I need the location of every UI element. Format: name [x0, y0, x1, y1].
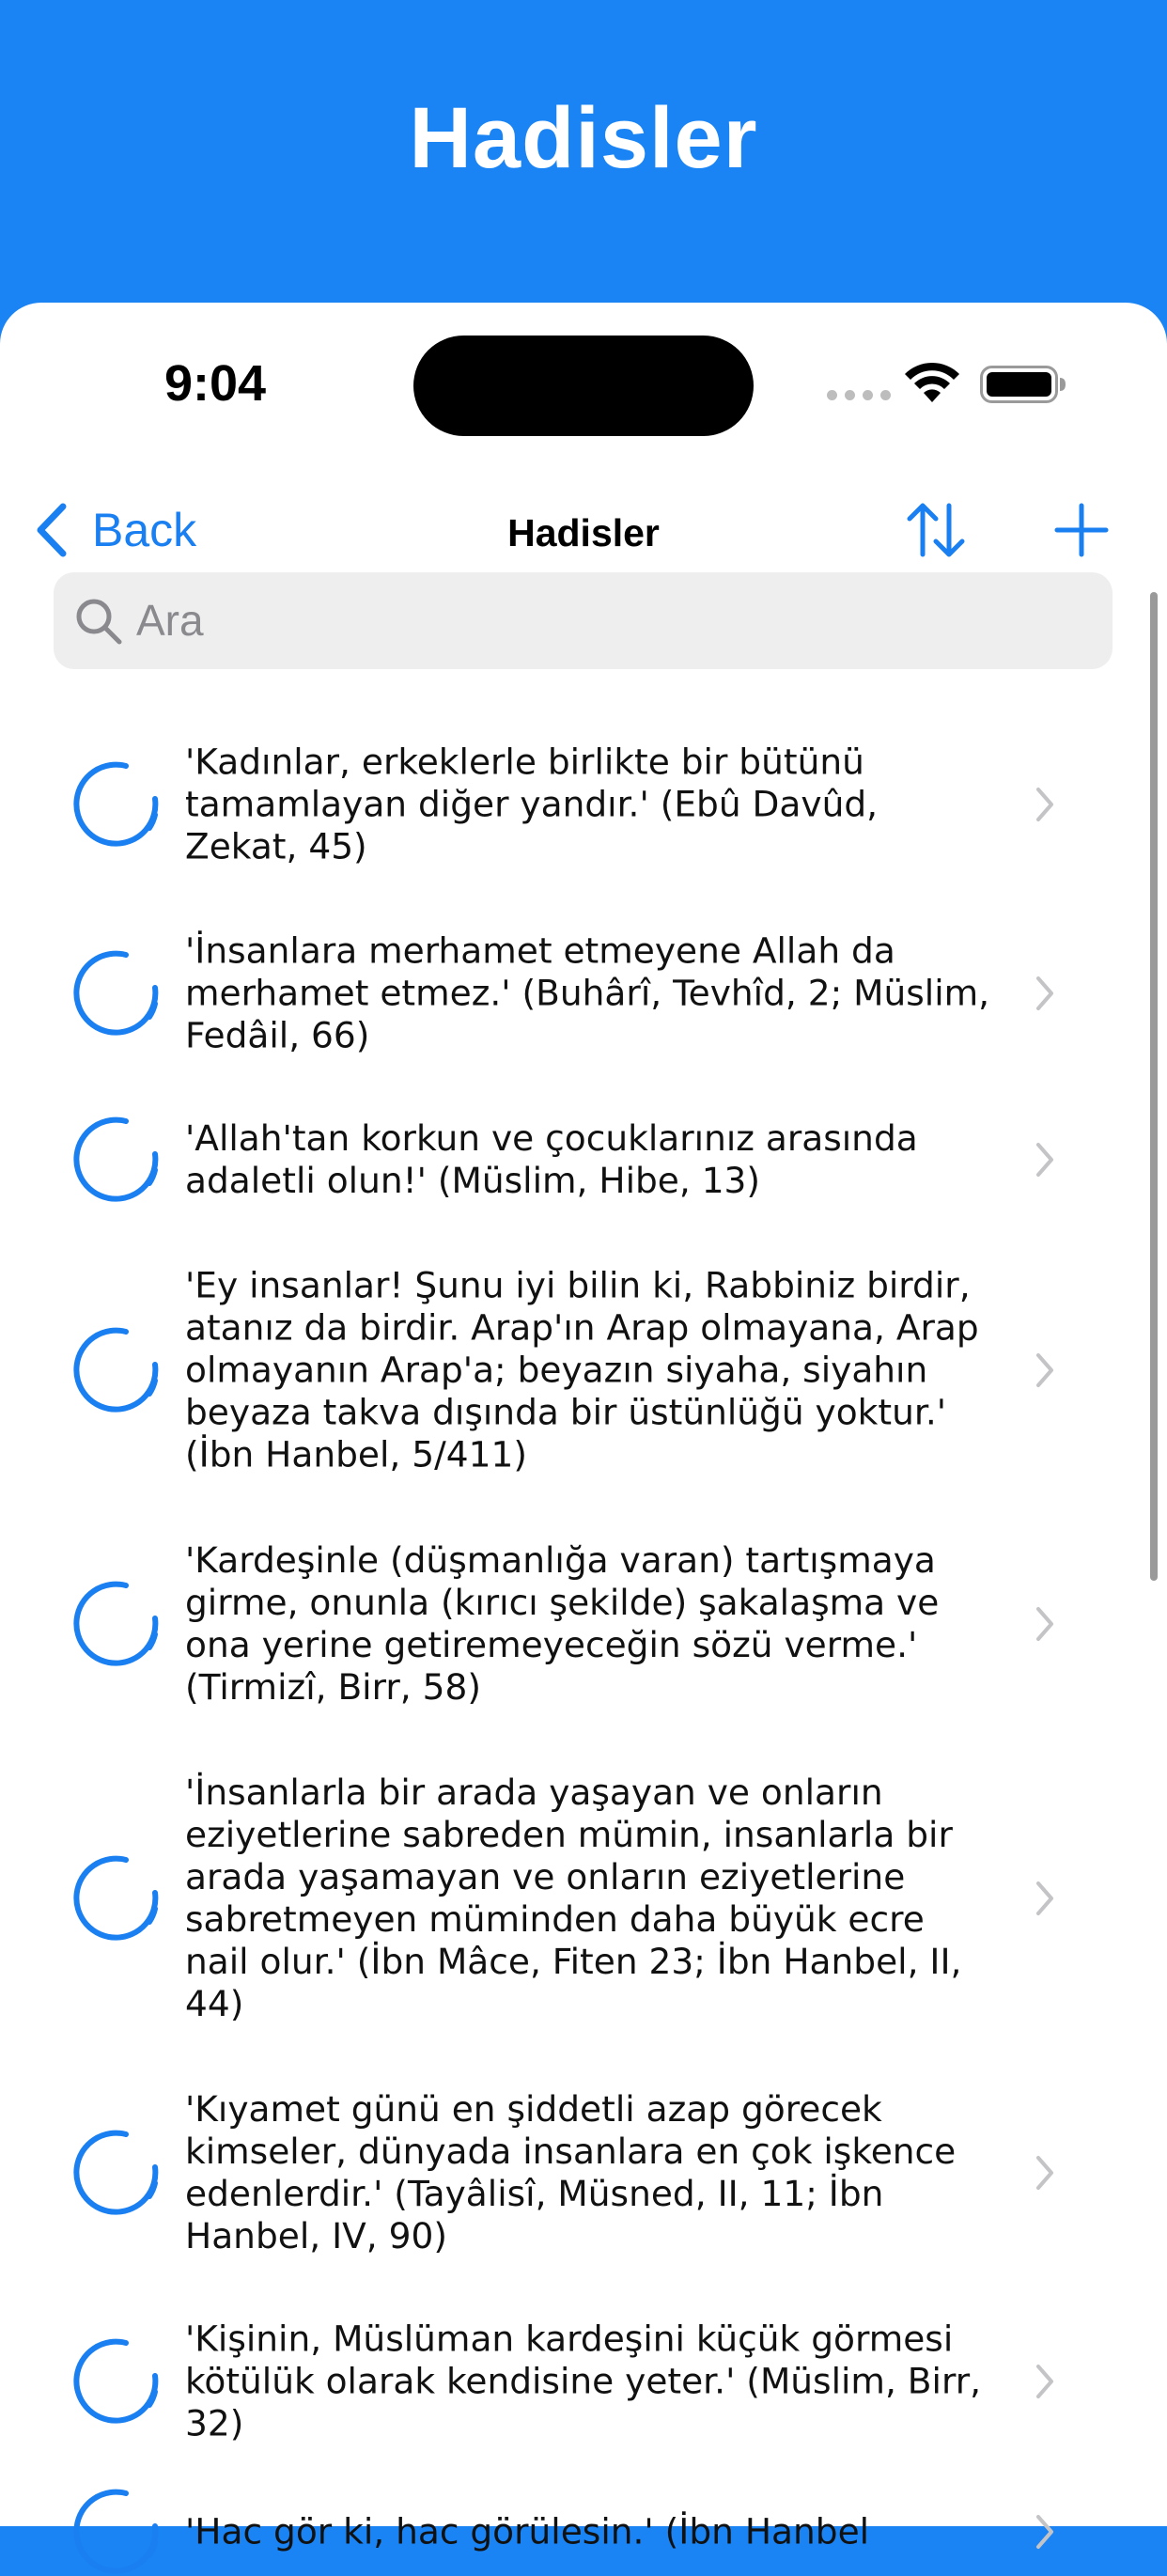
plus-icon [1057, 506, 1106, 554]
progress-ring-icon [74, 949, 163, 1038]
progress-ring-icon [74, 1116, 163, 1204]
scrollbar[interactable] [1150, 592, 1158, 1581]
hadith-text: 'Hac gör ki, hac görülesin.' (İbn Hanbel [185, 2510, 870, 2553]
status-time: 9:04 [164, 355, 267, 412]
hadith-text: 'İnsanlara merhamet etmeyene Allah da merhamet etmez.' (Buhârî, Tevhîd, 2; Müslim, Fedâil, 66) [185, 929, 990, 1056]
search-bar[interactable] [54, 572, 1113, 669]
hadith-text: 'Ey insanlar! Şunu iyi bilin ki, Rabbiniz birdir, atanız da birdir. Arap'ın Arap olmayana, Arap olmayanın Arap'a; beyazın siyaha, siyahın beyaza takva dışında bir üstünlüğü yoktur.' (İbn Hanbel, 5/411) [185, 1264, 979, 1475]
chevron-right-icon [1034, 2154, 1056, 2192]
progress-ring-icon [74, 1326, 163, 1414]
chevron-right-icon [1034, 1605, 1056, 1643]
progress-ring-icon [74, 2129, 163, 2217]
app-banner [0, 0, 1167, 310]
progress-ring-icon [74, 2488, 163, 2576]
hadith-text: 'Kişinin, Müslüman kardeşini küçük görmesi kötülük olarak kendisine yeter.' (Müslim, Birr, 32) [185, 2318, 982, 2444]
hadith-text: 'Kadınlar, erkeklerle birlikte bir bütünü tamamlayan diğer yandır.' (Ebû Davûd, Zekat, 45) [185, 741, 879, 867]
hadith-text: 'Allah'tan korkun ve çocuklarınız arasında adaletli olun!' (Müslim, Hibe, 13) [185, 1117, 918, 1201]
page-title: Hadisler [507, 511, 660, 554]
cellular-signal-icon [827, 390, 891, 401]
progress-ring-icon [74, 2337, 163, 2426]
hadith-text: 'Kardeşinle (düşmanlığa varan) tartışmaya girme, onunla (kırıcı şekilde) şakalaşma ve ona yerine getiremeyeceğin sözü verme.' (Tirmizî, Birr, 58) [185, 1539, 940, 1708]
hadith-text: 'İnsanlarla bir arada yaşayan ve onların eziyetlerine sabreden mümin, insanlarla bir arada yaşamayan ve onların eziyetlerine sabretmeyen müminden daha büyük ecre nail olur.' (İbn Mâce, Fiten 23; İbn Hanbel, II, 44) [185, 1772, 962, 2024]
progress-ring-icon [74, 1854, 163, 1943]
banner-title: Hadisler [409, 90, 758, 186]
chevron-right-icon [1034, 1880, 1056, 1917]
chevron-right-icon [1034, 1351, 1056, 1389]
chevron-right-icon [1034, 2363, 1056, 2400]
navigation-bar [0, 472, 1167, 585]
battery-icon [980, 366, 1066, 403]
chevron-right-icon [1034, 1141, 1056, 1179]
chevron-right-icon [1034, 2513, 1056, 2551]
back-label: Back [92, 504, 197, 556]
search-input[interactable] [136, 589, 1076, 651]
sort-icon [910, 506, 962, 554]
hadith-text: 'Kıyamet günü en şiddetli azap görecek kimseler, dünyada insanlara en çok işkence edenlerdir.' (Tayâlisî, Müsned, II, 11; İbn Hanbel, IV, 90) [185, 2088, 957, 2256]
add-button[interactable] [1053, 500, 1110, 560]
chevron-right-icon [1034, 975, 1056, 1012]
sort-button[interactable] [906, 500, 966, 560]
search-icon [74, 597, 123, 646]
chevron-right-icon [1034, 786, 1056, 823]
phone-screen [0, 303, 1167, 2553]
wifi-icon [904, 361, 960, 404]
dynamic-island [413, 336, 754, 436]
progress-ring-icon [74, 1580, 163, 1668]
progress-ring-icon [74, 760, 163, 849]
